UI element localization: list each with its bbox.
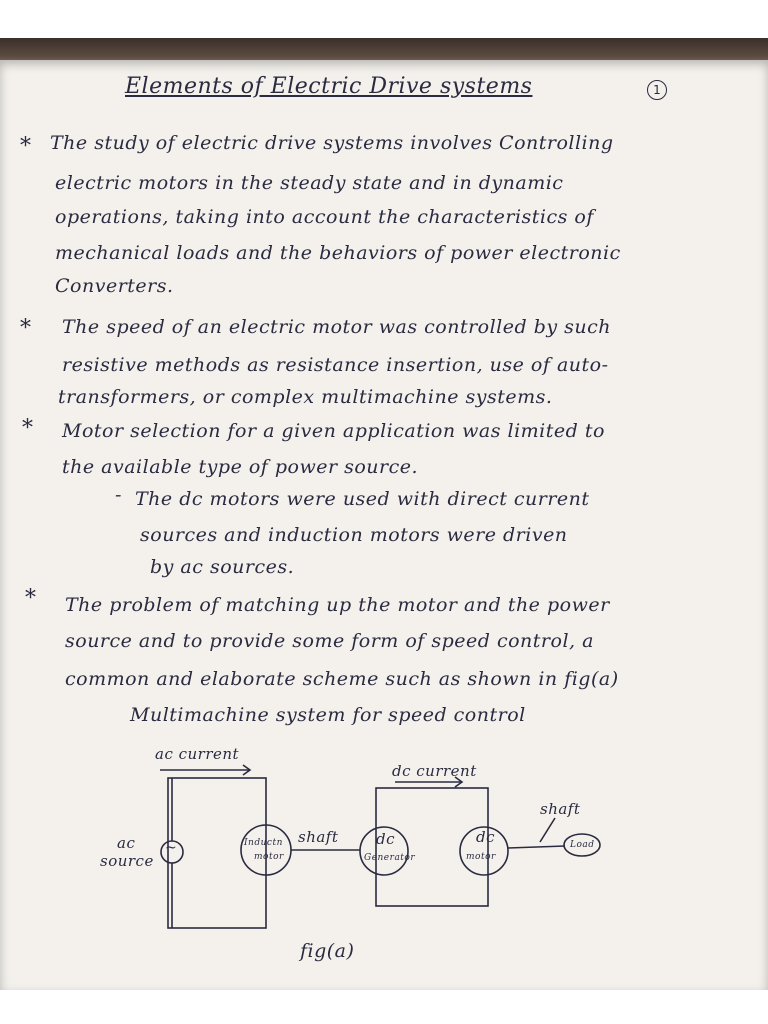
text-line: common and elaborate scheme such as shown in fig(a) [65,668,619,690]
text-line: the available type of power source. [62,456,419,478]
induction-motor-label: motor [254,852,284,862]
figure-caption: fig(a) [300,940,355,962]
text-line: mechanical loads and the behaviors of power electronic [55,242,621,264]
text-line: The speed of an electric motor was controlled by such [62,316,611,338]
load-label: Load [570,840,595,850]
text-line: The problem of matching up the motor and the power [65,594,610,616]
text-line: resistive methods as resistance insertion, use of auto- [62,354,609,376]
page-number: 1 [647,80,667,100]
text-line: by ac sources. [150,556,295,578]
shaft-label: shaft [298,828,339,846]
text-line: source and to provide some form of speed control, a [65,630,594,652]
bullet-mark: * [25,586,37,611]
shaft-pointer [540,818,555,842]
figure-heading: Multimachine system for speed control [130,704,526,726]
text-line: operations, taking into account the characteristics of [55,206,594,228]
dc-current-label: dc current [392,762,477,780]
tilde-symbol: ~ [165,840,178,856]
text-line: The dc motors were used with direct current [135,488,590,510]
bullet-mark: * [20,134,32,159]
bullet-mark: * [20,316,32,341]
bullet-mark: * [22,416,34,441]
shaft-label: shaft [540,800,581,818]
ac-label: ac [117,834,136,852]
source-label: source [100,852,154,870]
text-line: electric motors in the steady state and in dynamic [55,172,564,194]
shaft-line [508,846,565,848]
dc-motor-label: motor [466,852,496,862]
dc-generator-label: dc [376,830,396,848]
text-line: Motor selection for a given application was limited to [62,420,605,442]
dash-mark: - [115,484,122,506]
text-line: Converters. [55,275,174,297]
dc-motor-label: dc [476,828,496,846]
text-line: transformers, or complex multimachine systems. [58,386,553,408]
text-line: sources and induction motors were driven [140,524,568,546]
page-title: Elements of Electric Drive systems [125,74,533,99]
dc-generator-label: Generator [364,853,416,863]
ac-current-label: ac current [155,745,240,763]
induction-motor-label: Inductn [244,838,283,848]
text-line: The study of electric drive systems involves Controlling [50,132,614,154]
